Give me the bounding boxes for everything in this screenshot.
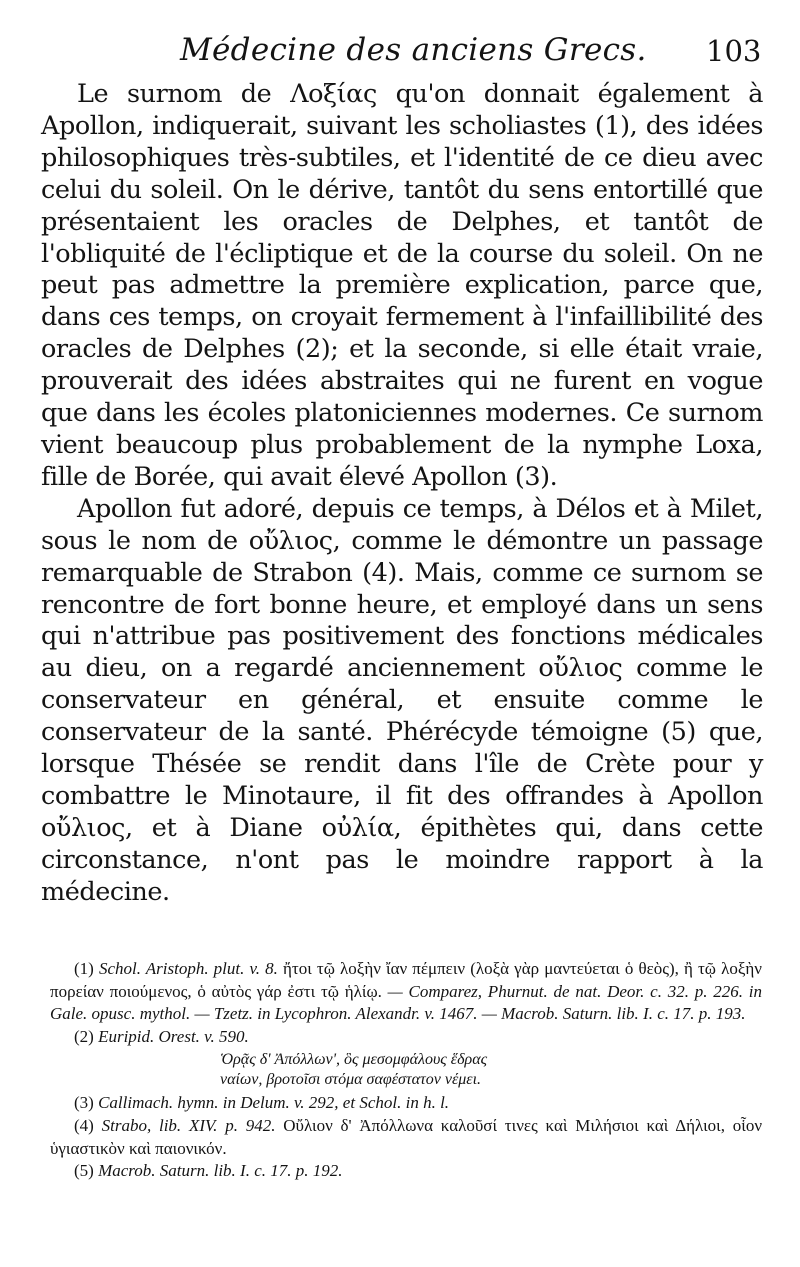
footnote-5-text: Macrob. Saturn. lib. I. c. 17. p. 192.: [98, 1161, 343, 1181]
footnote-4-source: Strabo, lib. XIV. p. 942.: [101, 1115, 276, 1135]
footnote-1-mark: (1): [74, 959, 94, 978]
footnote-3-text: Callimach. hymn. in Delum. v. 292, et Schol. in h. l.: [98, 1093, 450, 1113]
footnote-4-greek: Οὔλιον δ' Ἀπόλλωνα καλοῦσί τινες καὶ Μιλήσιοι καὶ Δήλιοι, οἷον ὑγιαστικὸν καὶ παιονικόν.: [50, 1115, 763, 1158]
footnote-4: [50, 1115, 762, 1160]
footnote-2: [50, 1026, 762, 1049]
footnote-1-greek: ἤτοι τῷ λοξὴν ἴαν πέμπειν (λοξὰ γὰρ μαντεύεται ὁ θεὸς), ἢ τῷ λοξὴν πορείαν ποιούμενος, ὁ αὐτὸς γάρ ἐστι τῷ ἡλίῳ.: [50, 959, 762, 1001]
quote-line-1: Ὁρᾷς δ' Ἀπόλλων', ὃς μεσομφάλους ἕδρας: [220, 1051, 488, 1069]
footnote-2-source: Euripid. Orest. v. 590.: [98, 1026, 249, 1046]
footnote-5: [50, 1160, 762, 1183]
footnote-1-source: Schol. Aristoph. plut. v. 8.: [98, 959, 278, 978]
paragraph-loxias: Le surnom de Λοξίας qu'on donnait également à Apollon, indiquerait, suivant les scholiastes (1), des idées philosophiques très-subtiles, et l'identité de ce dieu avec celui du soleil. On le dérive, tantôt du sens entortillé que présentaient les oracles de Delphes, et tantôt de l'obliquité de l'écliptique et de la course du soleil. On ne peut pas admettre la première explication, parce que, dans ces temps, on croyait fermement à l'infaillibilité des oracles de Delphes (2); et la seconde, si elle était vraie, prouverait des idées abstraites qui ne furent en vogue que dans les écoles platoniciennes modernes. Ce surnom vient beaucoup plus probablement de la nymphe Loxa, fille de Borée, qui avait élevé Apollon (3).: [41, 79, 763, 492]
footnote-2-quote: [220, 1050, 762, 1090]
paragraph-oulios: Apollon fut adoré, depuis ce temps, à Délos et à Milet, sous le nom de οὔλιος, comme le démontre un passage remarquable de Strabon (4). Mais, comme ce surnom se rencontre de fort bonne heure, et employé dans un sens qui n'attribue pas positivement des fonctions médicales au dieu, on a regardé anciennement οὔλιος comme le conservateur en général, et ensuite comme le conservateur de la santé. Phérécyde témoigne (5) que, lorsque Thésée se rendit dans l'île de Crète pour y combattre le Minotaure, il fit des offrandes à Apollon οὔλιος, et à Diane οὐλία, épithètes qui, dans cette circonstance, n'ont pas le moindre rapport à la médecine.: [41, 493, 763, 907]
footnote-5-mark: (5): [74, 1161, 94, 1181]
footnote-1-references: — Comparez, Phurnut. de nat. Deor. c. 32. p. 226. in Gale. opusc. mythol. — Tzetz. in Lycophron. Alexandr. v. 1467. — Macrob. Saturn. lib. I. c. 17. p. 193.: [50, 981, 762, 1024]
quote-line-2: ναίων, βροτοῖσι στόμα σαφέστατον νέμει.: [220, 1071, 482, 1089]
footnote-1: [50, 958, 762, 1026]
page-number: 103: [706, 34, 762, 68]
footnote-2-mark: (2): [74, 1026, 94, 1046]
page-header: [0, 28, 800, 72]
main-text: [41, 79, 763, 909]
footnote-3: [50, 1092, 762, 1115]
footnote-3-mark: (3): [74, 1093, 94, 1113]
footnotes: [50, 958, 762, 1183]
footnote-4-mark: (4): [74, 1115, 94, 1135]
running-title: Médecine des anciens Grecs.: [180, 32, 647, 68]
